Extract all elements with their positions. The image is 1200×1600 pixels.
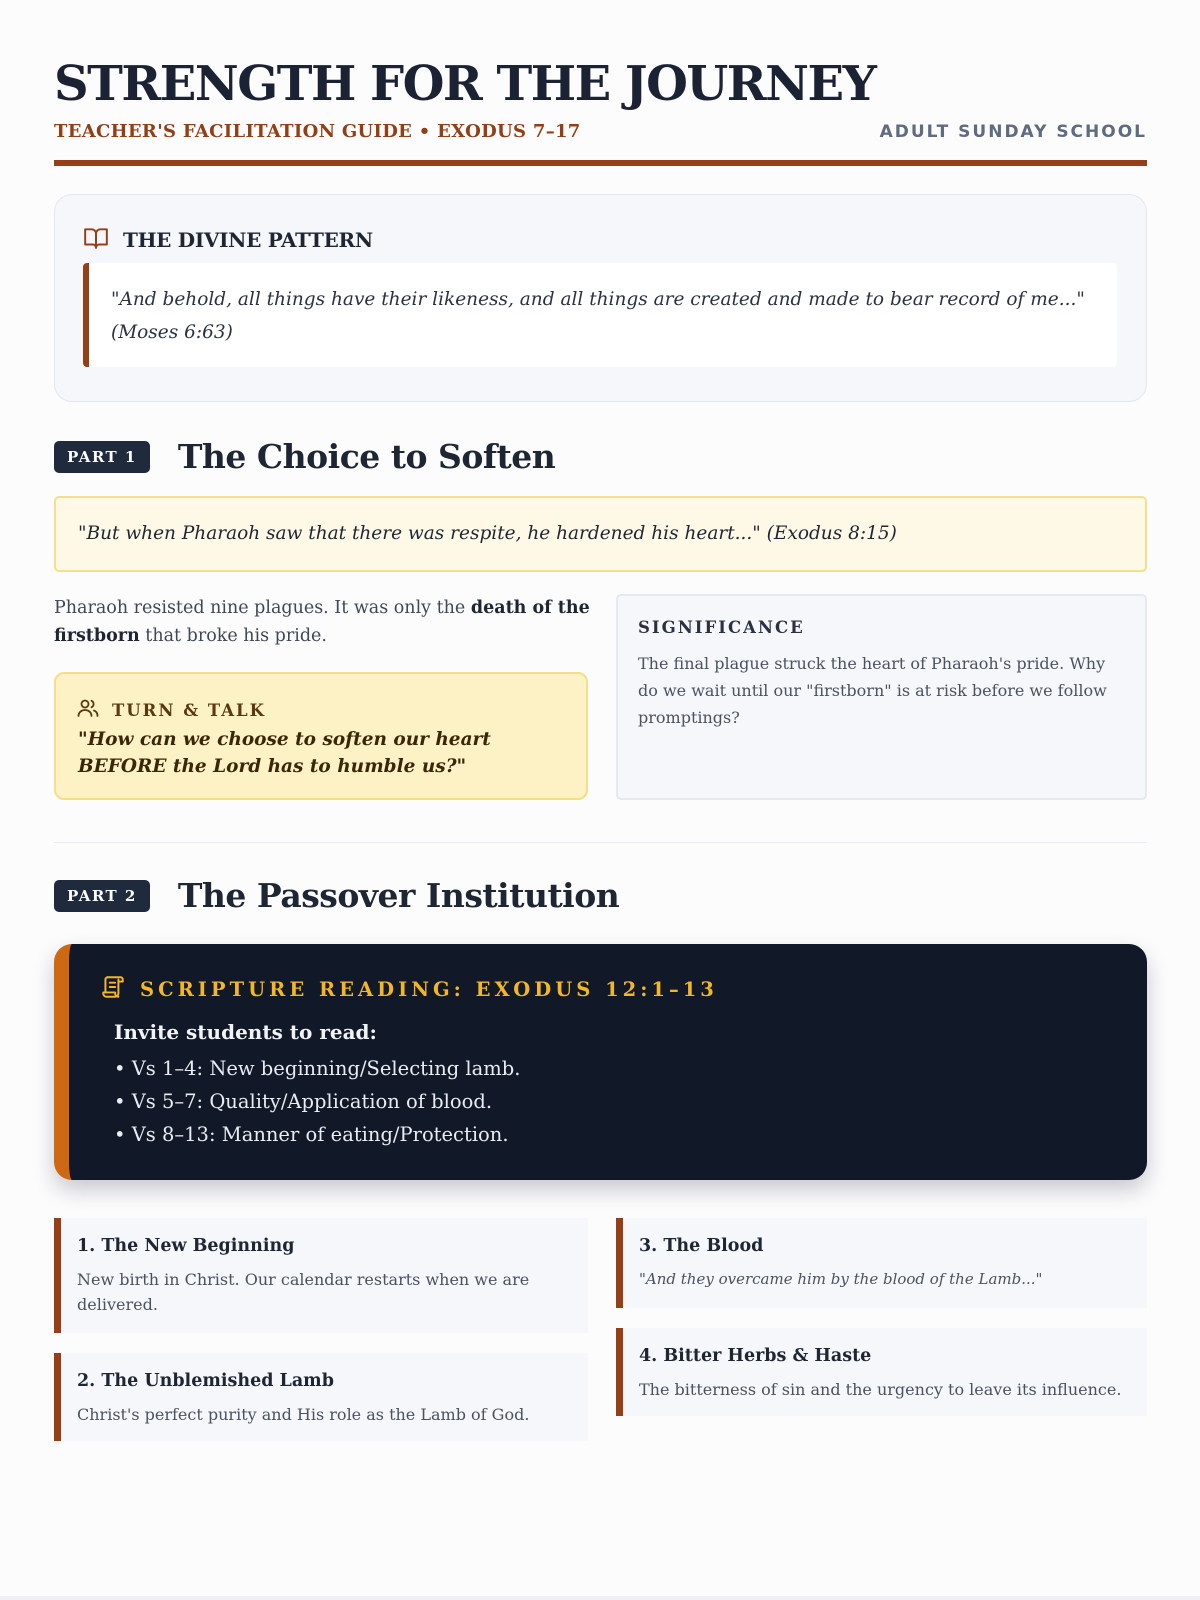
part-2-badge: PART 2 [54, 880, 150, 912]
intro-text-start: Pharaoh resisted nine plagues. It was only the [54, 598, 471, 618]
part-1-badge: PART 1 [54, 441, 150, 473]
significance-card [616, 594, 1147, 800]
symbol-title: 2. The Unblemished Lamb [77, 1371, 334, 1391]
part-2-title: The Passover Institution [177, 876, 620, 915]
symbol-card-unblemished-lamb [54, 1353, 588, 1441]
symbol-title: 4. Bitter Herbs & Haste [639, 1346, 872, 1366]
section-divider [54, 842, 1147, 843]
intro-text-emphasis: death of the firstborn [54, 598, 590, 646]
symbol-text: New birth in Christ. Our calendar restarts when we are delivered. [77, 1270, 530, 1314]
divine-pattern-title: THE DIVINE PATTERN [123, 228, 373, 252]
significance-label: SIGNIFICANCE [638, 618, 805, 637]
page-bottom-edge [0, 1596, 1200, 1600]
audience-label: ADULT SUNDAY SCHOOL [879, 122, 1147, 142]
symbol-text: "And they overcame him by the blood of the Lamb..." [639, 1270, 1043, 1288]
part-1-intro [54, 594, 594, 650]
significance-text: The final plague struck the heart of Pharaoh's pride. Why do we wait until our "firstborn" is at risk before we follow promptings? [638, 654, 1107, 727]
divine-pattern-quote: "And behold, all things have their likeness, and all things are created and made to bear record of me..." (Moses 6:63) [83, 263, 1117, 367]
scripture-reading-card [54, 944, 1147, 1180]
reading-item: • Vs 1–4: New beginning/Selecting lamb. [114, 1057, 521, 1080]
open-book-icon [83, 225, 109, 255]
symbol-card-blood [616, 1218, 1147, 1308]
symbol-title: 1. The New Beginning [77, 1236, 295, 1256]
part-1-heading [54, 437, 555, 476]
symbol-card-new-beginning [54, 1218, 588, 1333]
reading-invite: Invite students to read: [114, 1020, 377, 1044]
intro-text-end: that broke his pride. [139, 626, 327, 646]
turn-and-talk-label: TURN & TALK [112, 700, 266, 720]
page-header [54, 56, 1147, 168]
divine-pattern-header [83, 225, 373, 255]
symbol-title: 3. The Blood [639, 1236, 764, 1256]
page-subtitle: TEACHER'S FACILITATION GUIDE • EXODUS 7–17 [54, 121, 581, 142]
symbol-text: The bitterness of sin and the urgency to leave its influence. [639, 1380, 1122, 1399]
scripture-reading-title: SCRIPTURE READING: EXODUS 12:1–13 [140, 977, 718, 1001]
part-1-title: The Choice to Soften [177, 437, 556, 476]
divine-pattern-card [54, 194, 1147, 402]
scroll-icon [100, 974, 126, 1004]
scripture-reading-header [100, 974, 718, 1004]
turn-and-talk-header [76, 696, 266, 724]
turn-and-talk-card [54, 672, 588, 800]
symbol-text: Christ's perfect purity and His role as the Lamb of God. [77, 1405, 530, 1424]
reading-item: • Vs 5–7: Quality/Application of blood. [114, 1090, 493, 1113]
reading-item: • Vs 8–13: Manner of eating/Protection. [114, 1123, 509, 1146]
turn-and-talk-question: "How can we choose to soften our heart BEFORE the Lord has to humble us?" [78, 729, 491, 777]
users-icon [76, 696, 100, 724]
page-title: STRENGTH FOR THE JOURNEY [54, 56, 876, 112]
reading-list [114, 1052, 520, 1151]
part-1-scripture: "But when Pharaoh saw that there was respite, he hardened his heart..." (Exodus 8:15) [54, 496, 1147, 572]
part-2-heading [54, 876, 619, 915]
symbol-card-bitter-herbs [616, 1328, 1147, 1416]
header-divider [54, 160, 1147, 166]
